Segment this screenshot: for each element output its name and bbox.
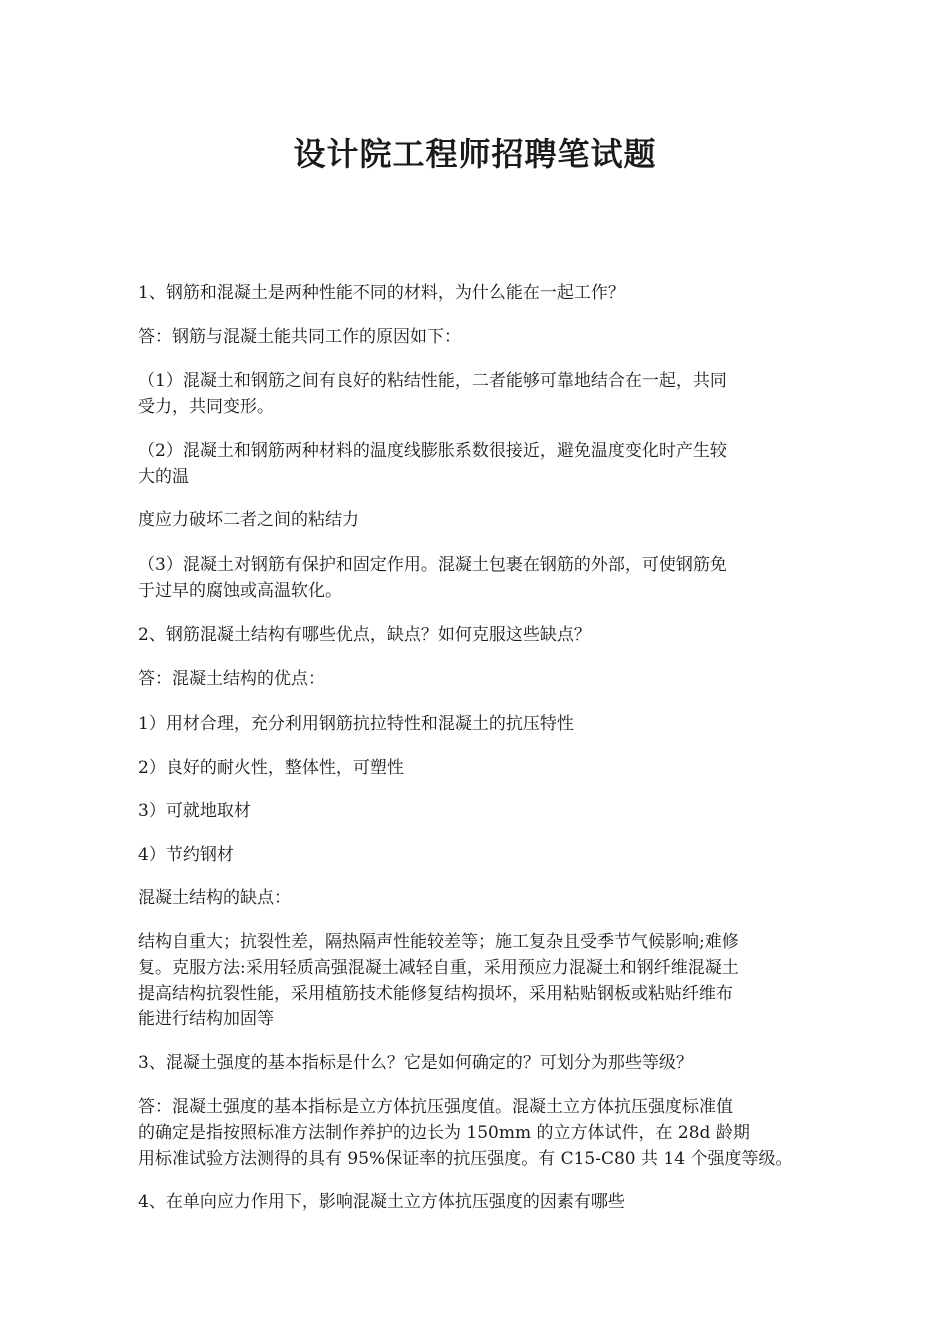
answer-1-point-3-line-1: （3）混凝土对钢筋有保护和固定作用。混凝土包裹在钢筋的外部，可使钢筋免: [138, 555, 727, 575]
answer-1-point-1-line-1: （1）混凝土和钢筋之间有良好的粘结性能，二者能够可靠地结合在一起，共同: [138, 371, 727, 391]
question-3: 3、混凝土强度的基本指标是什么？它是如何确定的？可划分为那些等级？: [138, 1053, 693, 1073]
answer-1-point-2-line-1: （2）混凝土和钢筋两种材料的温度线膨胀系数很接近，避免温度变化时产生较: [138, 441, 727, 461]
answer-1-point-1-line-2: 受力，共同变形。: [138, 397, 274, 417]
answer-2-disadvantage-heading: 混凝土结构的缺点：: [138, 888, 291, 908]
answer-2-disadvantage-line-1: 结构自重大；抗裂性差，隔热隔声性能较差等；施工复杂且受季节气候影响;难修: [138, 932, 739, 952]
answer-2-disadvantage-line-2: 复。克服方法:采用轻质高强混凝土减轻自重，采用预应力混凝土和钢纤维混凝土: [138, 958, 739, 978]
answer-1-point-3-line-2: 于过早的腐蚀或高温软化。: [138, 581, 342, 601]
answer-1-point-2-line-3: 度应力破坏二者之间的粘结力: [138, 510, 359, 530]
answer-3-line-1: 答：混凝土强度的基本指标是立方体抗压强度值。混凝土立方体抗压强度标准值: [138, 1097, 733, 1117]
question-1: 1、钢筋和混凝土是两种性能不同的材料，为什么能在一起工作？: [138, 283, 625, 303]
answer-3-line-2: 的确定是指按照标准方法制作养护的边长为 150mm 的立方体试件，在 28d 龄期: [138, 1123, 750, 1143]
document-title: 设计院工程师招聘笔试题: [293, 135, 657, 173]
answer-1-point-2-line-2: 大的温: [138, 467, 189, 487]
question-4: 4、在单向应力作用下，影响混凝土立方体抗压强度的因素有哪些: [138, 1192, 625, 1212]
question-2: 2、钢筋混凝土结构有哪些优点，缺点？如何克服这些缺点？: [138, 625, 591, 645]
answer-2-advantage-1: 1）用材合理，充分利用钢筋抗拉特性和混凝土的抗压特性: [138, 714, 574, 734]
answer-2-disadvantage-line-3: 提高结构抗裂性能，采用植筋技术能修复结构损坏，采用粘贴钢板或粘贴纤维布: [138, 984, 733, 1004]
answer-1-intro: 答：钢筋与混凝土能共同工作的原因如下：: [138, 327, 461, 347]
answer-2-disadvantage-line-4: 能进行结构加固等: [138, 1009, 274, 1029]
answer-2-intro: 答：混凝土结构的优点：: [138, 669, 325, 689]
answer-2-advantage-3: 3）可就地取材: [138, 801, 251, 821]
answer-2-advantage-2: 2）良好的耐火性，整体性，可塑性: [138, 758, 404, 778]
answer-2-advantage-4: 4）节约钢材: [138, 845, 234, 865]
answer-3-line-3: 用标准试验方法测得的具有 95%保证率的抗压强度。有 C15-C80 共 14 个强度等级。: [138, 1149, 793, 1169]
